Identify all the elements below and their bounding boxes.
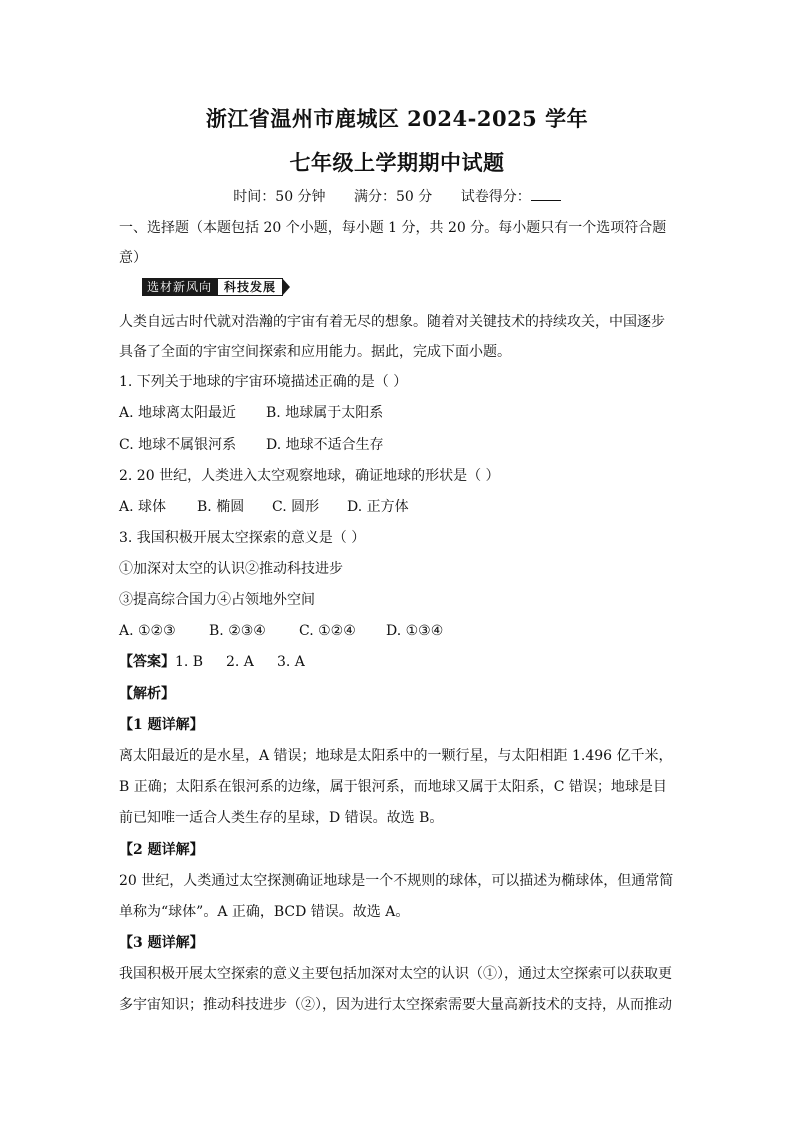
section-heading: 一、选择题（本题包括 20 个小题，每小题 1 分，共 20 分。每小题只有一个选项符合题 (119, 220, 667, 236)
detail-3-label: 【3 题详解】 (119, 935, 204, 951)
detail-2-text: 20 世纪，人类通过太空探测确证地球是一个不规则的球体，可以描述为椭球体，但通常简 (119, 873, 674, 889)
exam-subtitle: 七年级上学期期中试题 (289, 150, 505, 175)
question-3-options (119, 621, 679, 641)
q3-option-b[interactable]: B. ②③④ (209, 623, 266, 639)
banner-right: 科技发展 (217, 278, 283, 296)
analysis-label: 【解析】 (119, 686, 175, 702)
q2-option-d[interactable]: D. 正方体 (347, 499, 409, 515)
detail-2-label: 【2 题详解】 (119, 842, 204, 858)
topic-banner (142, 278, 283, 296)
question-2-options (119, 497, 679, 517)
score-blank (531, 188, 561, 201)
q3-option-c[interactable]: C. ①②④ (299, 623, 356, 639)
exam-score-got: 试卷得分： (461, 189, 561, 205)
detail-3-text: 我国积极开展太空探索的意义主要包括加深对太空的认识（①），通过太空探索可以获取更 (119, 966, 672, 982)
question-1-options-row2 (119, 435, 679, 455)
exam-title: 浙江省温州市鹿城区 2024-2025 学年 (205, 106, 589, 131)
question-1-options-row1 (119, 403, 679, 423)
section-heading-cont: 意） (119, 250, 147, 266)
banner-left: 选材新风向 (142, 278, 217, 296)
question-3-stem: 3. 我国积极开展太空探索的意义是（ ） (119, 530, 366, 546)
answer-2: 2. A (226, 654, 254, 670)
question-1-stem: 1. 下列关于地球的宇宙环境描述正确的是（ ） (119, 374, 408, 390)
exam-time: 时间：50 分钟 (233, 189, 326, 205)
question-2-stem: 2. 20 世纪，人类进入太空观察地球，确证地球的形状是（ ） (119, 468, 500, 484)
detail-1-text: 前已知唯一适合人类生存的星球，D 错误。故选 B。 (119, 810, 444, 826)
q2-option-a[interactable]: A. 球体 (119, 499, 167, 515)
answer-label: 【答案】 (119, 654, 175, 670)
intro-line: 人类自远古时代就对浩瀚的宇宙有着无尽的想象。随着对关键技术的持续攻关，中国逐步 (119, 314, 665, 330)
q2-option-b[interactable]: B. 椭圆 (197, 499, 245, 515)
q1-option-d[interactable]: D. 地球不适合生存 (266, 437, 384, 453)
answer-line (119, 652, 679, 672)
q3-option-d[interactable]: D. ①③④ (386, 623, 444, 639)
detail-1-text: B 正确；太阳系在银河系的边缘，属于银河系，而地球又属于太阳系，C 错误；地球是目 (119, 779, 667, 795)
exam-meta (0, 186, 794, 206)
question-3-statements: ③提高综合国力④占领地外空间 (119, 592, 315, 608)
intro-line: 具备了全面的宇宙空间探索和应用能力。据此，完成下面小题。 (119, 344, 511, 360)
answer-1: 1. B (175, 654, 204, 670)
detail-2-text: 单称为“球体”。A 正确，BCD 错误。故选 A。 (119, 904, 410, 920)
q3-option-a[interactable]: A. ①②③ (119, 623, 176, 639)
detail-1-text: 离太阳最近的是水星，A 错误；地球是太阳系中的一颗行星，与太阳相距 1.496 亿千米， (119, 748, 673, 764)
q1-option-b[interactable]: B. 地球属于太阳系 (266, 405, 384, 421)
q1-option-c[interactable]: C. 地球不属银河系 (119, 437, 237, 453)
question-3-statements: ①加深对太空的认识②推动科技进步 (119, 561, 343, 577)
q2-option-c[interactable]: C. 圆形 (272, 499, 320, 515)
detail-3-text: 多宇宙知识；推动科技进步（②），因为进行太空探索需要大量高新技术的支持，从而推动 (119, 997, 672, 1013)
exam-full-score: 满分：50 分 (354, 189, 433, 205)
detail-1-label: 【1 题详解】 (119, 717, 204, 733)
answer-3: 3. A (277, 654, 305, 670)
q1-option-a[interactable]: A. 地球离太阳最近 (119, 405, 237, 421)
